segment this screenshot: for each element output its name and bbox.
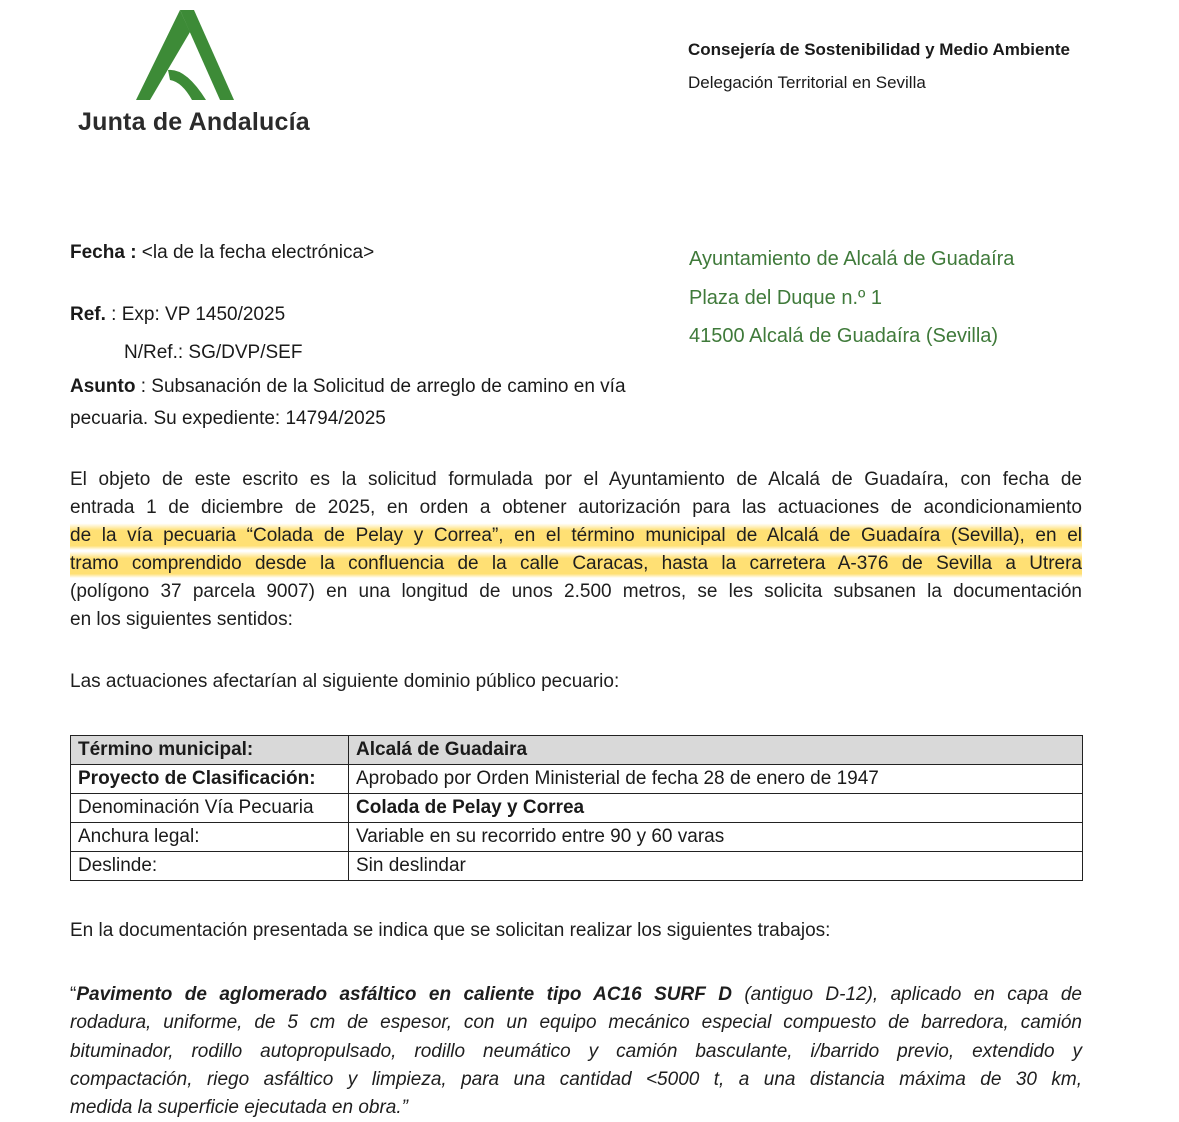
table-cell-value: Sin deslindar (349, 852, 1083, 881)
table-row (71, 794, 1083, 823)
body-paragraph-3: En la documentación presentada se indica que se solicitan realizar los siguientes trabajos: (70, 920, 831, 941)
junta-emblem-icon (134, 8, 234, 104)
quote-line: bituminador, rodillo autopropulsado, rodillo neumático y camión basculante, i/barrido previo, extendido y (70, 1040, 1082, 1062)
table-cell-label: Proyecto de Clasificación: (71, 765, 349, 794)
asunto-text-1: : Subsanación de la Solicitud de arreglo de camino en vía (135, 376, 626, 397)
recipient-address (689, 240, 1014, 356)
nref-line: N/Ref.: SG/DVP/SEF (124, 342, 303, 363)
ref-label: Ref. (70, 304, 106, 325)
department-name: Consejería de Sostenibilidad y Medio Ambiente (688, 40, 1070, 59)
asunto-line (70, 376, 626, 398)
table-row (71, 852, 1083, 881)
quote-line-1-rest: (antiguo D-12), aplicado en capa de (731, 984, 1082, 1005)
table-cell-label: Denominación Vía Pecuaria (71, 794, 349, 823)
table-cell-value: Aprobado por Orden Ministerial de fecha 28 de enero de 1947 (349, 765, 1083, 794)
body-line: El objeto de este escrito es la solicitud formulada por el Ayuntamiento de Alcalá de Guadaíra, con fecha de (70, 469, 1082, 490)
delegation-name: Delegación Territorial en Sevilla (688, 73, 926, 92)
table-cell-label: Deslinde: (71, 852, 349, 881)
table-row (71, 736, 1083, 765)
department-header (688, 40, 1070, 93)
table-cell-value: Colada de Pelay y Correa (349, 794, 1083, 823)
table-row (71, 765, 1083, 794)
table-cell-label: Término municipal: (71, 736, 349, 765)
work-description-quote (70, 981, 1082, 1122)
quote-line-1 (70, 981, 1082, 1009)
body-paragraph-1 (70, 466, 1082, 634)
asunto-line-2: pecuaria. Su expediente: 14794/2025 (70, 408, 386, 429)
highlighted-line: tramo comprendido desde la confluencia de la calle Caracas, hasta la carretera A-376 de Sevilla a Utrera (70, 550, 1082, 578)
recipient-name: Ayuntamiento de Alcalá de Guadaíra (689, 248, 1015, 270)
body-paragraph-2: Las actuaciones afectarían al siguiente dominio público pecuario: (70, 671, 620, 692)
fecha-label: Fecha : (70, 242, 137, 263)
body-line: (polígono 37 parcela 9007) en una longitud de unos 2.500 metros, se les solicita subsanen la documentación (70, 581, 1082, 602)
quote-line: compactación, riego asfáltico y limpieza, para una cantidad <5000 t, a una distancia máxima de 30 km, (70, 1068, 1082, 1090)
ref-value: : Exp: VP 1450/2025 (105, 304, 286, 325)
body-line: en los siguientes sentidos: (70, 609, 293, 630)
vias-pecuarias-table (70, 735, 1083, 881)
body-line: entrada 1 de diciembre de 2025, en orden a obtener autorización para las actuaciones de acondicionamiento (70, 497, 1082, 518)
ref-line (70, 304, 285, 326)
table-cell-label: Anchura legal: (71, 823, 349, 852)
table-cell-value: Alcalá de Guadaira (349, 736, 1083, 765)
table-cell-value: Variable en su recorrido entre 90 y 60 varas (349, 823, 1083, 852)
highlighted-line: de la vía pecuaria “Colada de Pelay y Correa”, en el término municipal de Alcalá de Guadaíra (Sevilla), en el (70, 522, 1082, 550)
quote-line: medida la superficie ejecutada en obra.” (70, 1097, 408, 1119)
fecha-value: <la de la fecha electrónica> (136, 242, 375, 263)
recipient-street: Plaza del Duque n.º 1 (689, 286, 882, 309)
logo-text: Junta de Andalucía (78, 108, 310, 136)
table-row (71, 823, 1083, 852)
quote-bold-title: Pavimento de aglomerado asfáltico en caliente tipo AC16 SURF D (76, 984, 732, 1005)
recipient-city: 41500 Alcalá de Guadaíra (Sevilla) (689, 325, 999, 347)
junta-logo (70, 8, 310, 138)
fecha-line (70, 242, 374, 264)
quote-open-mark: “ (70, 984, 77, 1005)
quote-line: rodadura, uniforme, de 5 cm de espesor, con un equipo mecánico especial compuesto de barredora, camión (70, 1012, 1082, 1034)
asunto-label: Asunto (70, 376, 136, 397)
